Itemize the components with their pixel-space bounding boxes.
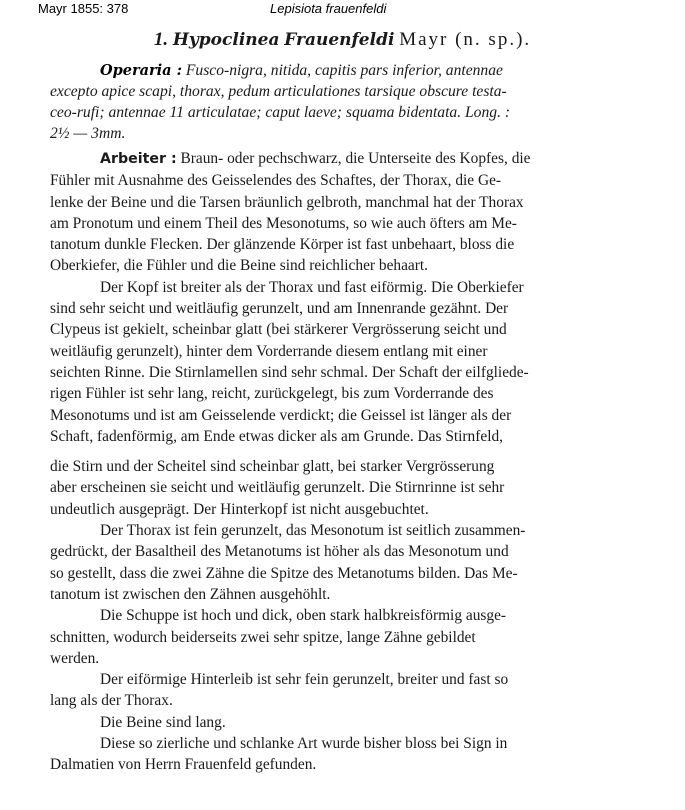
latin-line: excepto apice scapi, thorax, pedum articulationes tarsique obscure testa-: [50, 83, 507, 100]
latin-line: 2½ — 3mm.: [50, 125, 126, 142]
german-line: Die Schuppe ist hoch und dick, oben stark halbkreisförmig ausge-: [100, 607, 507, 625]
latin-line: Fusco-nigra, nitida, capitis pars inferior, antennae: [185, 62, 503, 79]
german-line: Diese so zierliche und schlanke Art wurde bisher bloss bei Sign in: [100, 735, 508, 753]
german-line: sind sehr seicht und weitläufig gerunzelt, und am Innenrande gezähnt. Der: [50, 300, 509, 318]
species-title: [0, 28, 685, 52]
german-caste-label: Arbeiter :: [100, 151, 177, 167]
german-line: seichten Rinne. Die Stirnlamellen sind sehr schmal. Der Schaft der eilfgliede-: [50, 363, 529, 381]
latin-line: ceo-rufi; antennae 11 articulatae; caput laeve; squama bidentata. Long. :: [50, 104, 511, 121]
german-line: Der Thorax ist fein gerunzelt, das Mesonotum ist seitlich zusammen-: [100, 522, 526, 540]
german-line: werden.: [50, 649, 100, 667]
german-line: undeutlich ausgeprägt. Der Hinterkopf ist nicht ausgebuchtet.: [50, 500, 429, 518]
german-line: Braun- oder pechschwarz, die Unterseite des Kopfes, die: [180, 150, 531, 167]
species-number: 1.: [153, 29, 169, 50]
taxon-label: Lepisiota frauenfeldi: [270, 1, 387, 16]
german-line: am Pronotum und einem Theil des Mesonotums, so wie auch öfters am Me-: [50, 214, 517, 232]
citation-label: Mayr 1855: 378: [38, 1, 129, 16]
text-line: [50, 60, 662, 81]
german-line: Der eiförmige Hinterleib ist sehr fein gerunzelt, breiter und fast so: [100, 671, 509, 689]
german-line: Mesonotums und ist am Geisselende verdickt; die Geissel ist länger als der: [50, 406, 512, 424]
german-line: tanotum dunkle Flecken. Der glänzende Körper ist fast unbehaart, bloss die: [50, 236, 515, 254]
german-line: tanotum ist zwischen den Zähnen ausgehöhlt.: [50, 585, 331, 603]
german-line: Der Kopf ist breiter als der Thorax und fast eiförmig. Die Oberkiefer: [100, 278, 524, 296]
german-line: rigen Fühler ist sehr lang, reicht, zurückgelegt, bis zum Vorderrande des: [50, 385, 494, 403]
german-line: weitläufig gerunzelt), hinter dem Vorderrande diesem entlang mit einer: [50, 342, 488, 360]
german-line: Oberkiefer, die Fühler und die Beine sind reichlicher behaart.: [50, 257, 429, 275]
author-citation: Mayr (n. sp.).: [399, 29, 532, 50]
latin-caste-label: Operaria :: [100, 62, 182, 79]
german-line: schnitten, wodurch beiderseits zwei sehr spitze, lange Zähne gebildet: [50, 628, 476, 646]
german-line: so gestellt, dass die zwei Zähne die Spitze des Metanotums bilden. Das Me-: [50, 564, 518, 582]
german-line: Clypeus ist gekielt, scheinbar glatt (bei stärkerer Vergrösserung seicht und: [50, 321, 507, 339]
page-header: [0, 0, 685, 18]
german-line: Fühler mit Ausnahme des Geisselendes des Schaftes, der Thorax, die Ge-: [50, 172, 502, 190]
german-line: Die Beine sind lang.: [100, 713, 226, 731]
german-line: lang als der Thorax.: [50, 692, 173, 710]
german-line: aber erscheinen sie seicht und weitläufig gerunzelt. Die Stirnrinne ist sehr: [50, 479, 505, 497]
german-description: [50, 148, 662, 776]
german-line: die Stirn und der Scheitel sind scheinbar glatt, bei starker Vergrösserung: [50, 458, 495, 476]
text-line: [50, 148, 662, 170]
german-line: Dalmatien von Herrn Frauenfeld gefunden.: [50, 756, 317, 774]
species-name: Frauenfeldi: [284, 30, 395, 50]
latin-description: [50, 60, 662, 144]
paragraph-gap: [50, 447, 662, 456]
genus-name: Hypoclinea: [172, 30, 280, 50]
german-line: Schaft, fadenförmig, am Ende etwas dicker als am Grunde. Das Stirnfeld,: [50, 427, 504, 445]
german-line: lenke der Beine und die Tarsen bräunlich gelbroth, manchmal hat der Thorax: [50, 193, 524, 211]
german-line: gedrückt, der Basaltheil des Metanotums ist höher als das Mesonotum und: [50, 543, 509, 561]
